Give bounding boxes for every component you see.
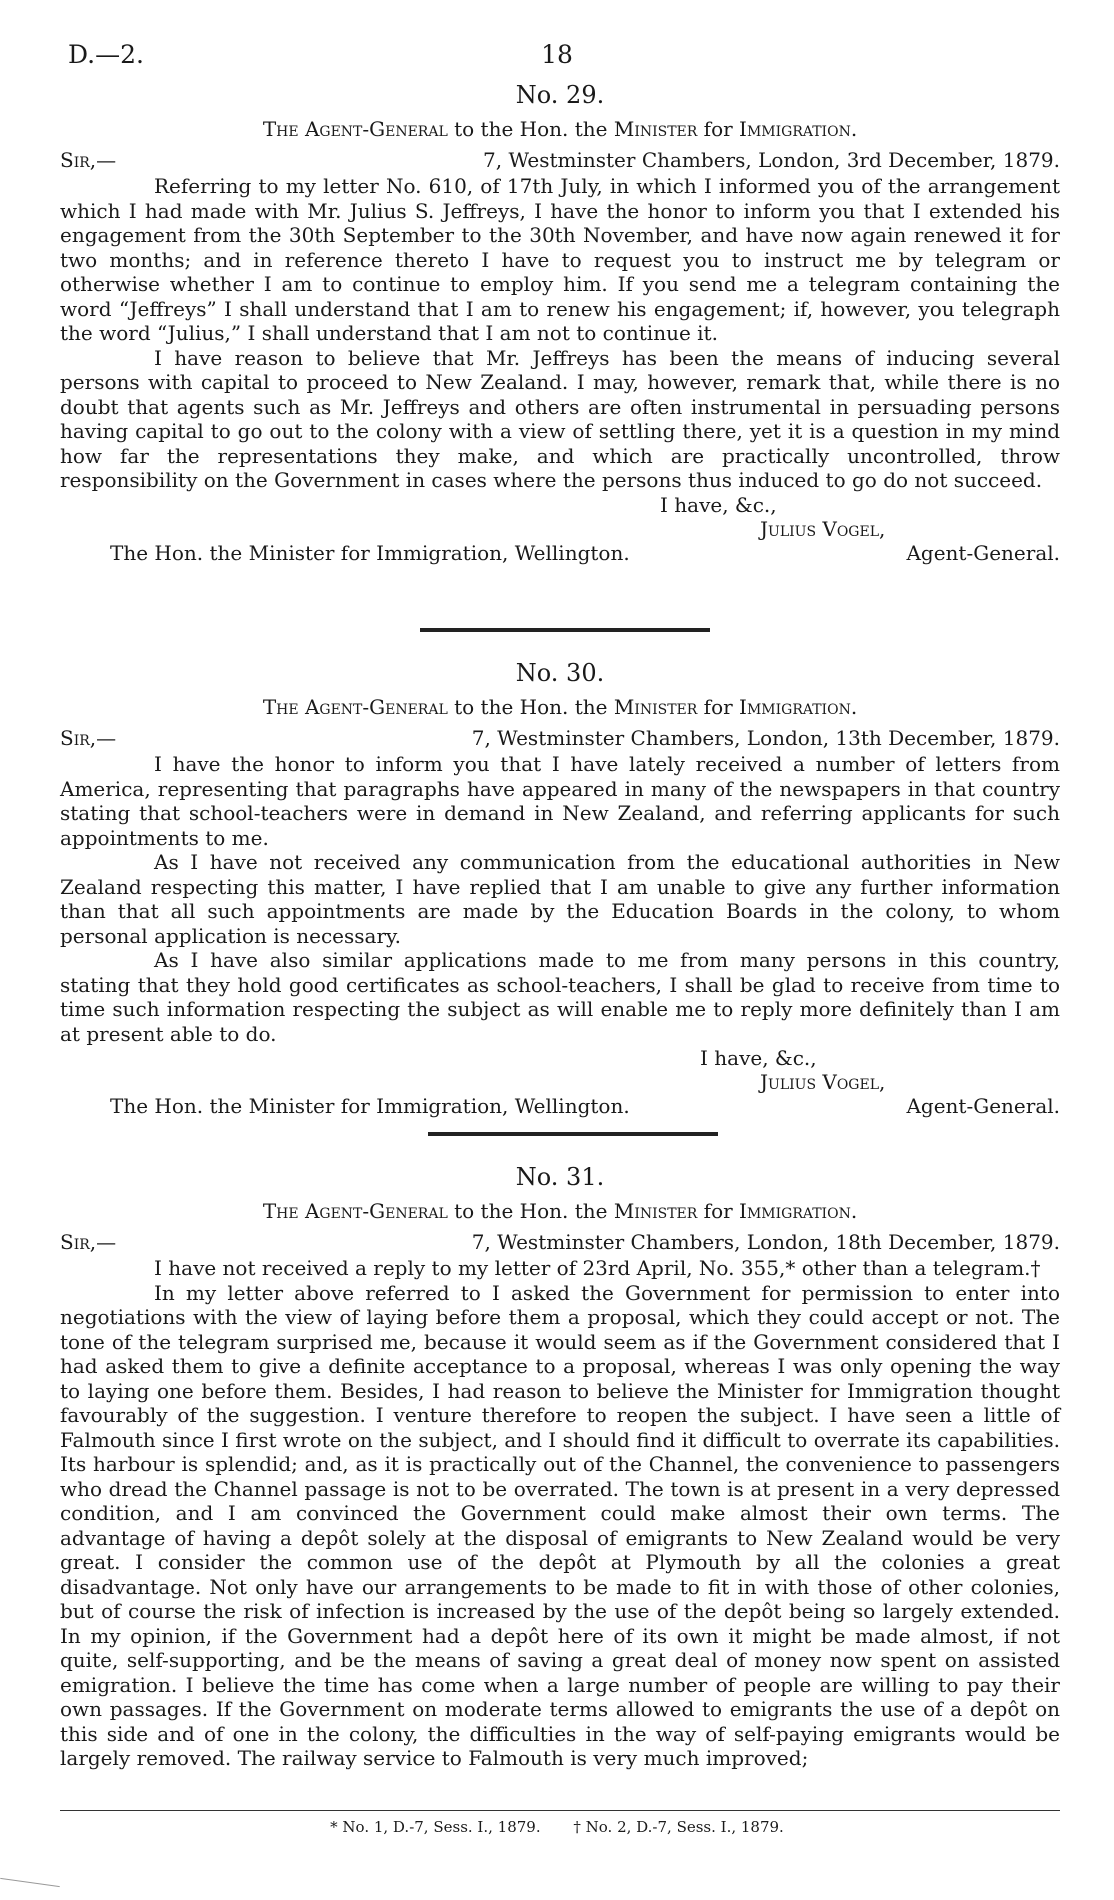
signature: Julius Vogel,: [760, 516, 886, 541]
salutation-line: [60, 724, 1060, 752]
heading-connector: to the Hon. the: [447, 117, 614, 141]
letter-29: [60, 80, 1060, 565]
letter-heading: [60, 694, 1060, 720]
salutation-line: [60, 1228, 1060, 1256]
footnote-rule: [60, 1810, 1060, 1811]
address: 7, Westminster Chambers, London, 3rd December, 1879.: [483, 148, 1060, 172]
heading-connector: to the Hon. the: [447, 1199, 614, 1223]
heading-dept: Immigration.: [739, 695, 858, 719]
salutation: Sir,—: [60, 148, 117, 172]
signature-line: [60, 517, 1060, 541]
closing-line: [60, 1046, 1060, 1070]
address: 7, Westminster Chambers, London, 13th December, 1879.: [471, 726, 1060, 750]
heading-minister: Minister: [613, 117, 698, 141]
letter-number: No. 31.: [515, 1163, 605, 1191]
heading-for: for: [697, 695, 740, 719]
paragraph: I have the honor to inform you that I have lately received a number of letters from America, representing that paragraphs have appeared in many of the newspapers in that country stating that school-teachers were in demand in New Zealand, and referring applicants for such appointments to me.: [60, 752, 1060, 850]
page-corner-mark: [0, 1878, 60, 1887]
heading-connector: to the Hon. the: [447, 695, 614, 719]
signature-line: [60, 1070, 1060, 1094]
sender: The Agent-General: [262, 695, 448, 719]
salutation: Sir,—: [60, 1230, 117, 1254]
closing: I have, &c.,: [700, 1046, 817, 1070]
paragraph: Referring to my letter No. 610, of 17th July, in which I informed you of the arrangement which I had made with Mr. Julius S. Jeffreys, I have the honor to inform you that I extended his engagement from the 30th September to the 30th November, and have now again renewed it for two months; and in reference thereto I have to request you to instruct me by telegram or otherwise whether I am to continue to employ him. If you send me a telegram containing the word “Jeffreys” I shall understand that I am to renew his engagement; if, however, you telegraph the word “Julius,” I shall understand that I am not to continue it.: [60, 174, 1060, 345]
paragraph: In my letter above referred to I asked the Government for permission to enter into negotiations with the view of laying before them a proposal, which they could accept or not. The tone of the telegram surprised me, because it would seem as if the Government considered that I had asked them to give a definite acceptance to a proposal, whereas I was only opening the way to laying one before them. Besides, I had reason to believe the Minister for Immigration thought favourably of the suggestion. I venture therefore to reopen the subject. I have seen a little of Falmouth since I first wrote on the subject, and I should find it difficult to overrate its capabilities. Its harbour is splendid; and, as it is practically out of the Channel, the convenience to passengers who dread the Channel passage is not to be overrated. The town is at present in a very depressed condition, and I am convinced the Government could make almost their own terms. The advantage of having a depôt solely at the disposal of emigrants to New Zealand would be very great. I consider the common use of the depôt at Plymouth by all the colonies a great disadvantage. Not only have our arrangements to be made to fit in with those of other colonies, but of course the risk of infection is increased by the use of the depôt being so largely extended. In my opinion, if the Government had a depôt here of its own it might be made almost, if not quite, self-supporting, and be the means of saving a great deal of money now spent on assisted emigration. I believe the time has come when a large number of people are willing to pay their own passages. If the Government on moderate terms allowed to emigrants the use of a depôt on this side and of one in the colony, the difficulties in the way of self-paying emigrants would be largely removed. The railway service to Falmouth is very much improved;: [60, 1280, 1060, 1770]
signatory-title: Agent-General.: [906, 1094, 1060, 1118]
signatory-title: Agent-General.: [906, 540, 1060, 565]
recipient: The Hon. the Minister for Immigration, Wellington.: [110, 540, 630, 565]
recipient-line: [60, 541, 1060, 565]
footnote: † No. 2, D.-7, Sess. I., 1879.: [573, 1818, 784, 1836]
letter-heading: [60, 1198, 1060, 1224]
letter-number: No. 29.: [515, 81, 605, 109]
letter-number: No. 30.: [515, 659, 605, 687]
heading-for: for: [697, 117, 740, 141]
heading-minister: Minister: [613, 1199, 698, 1223]
signature: Julius Vogel,: [760, 1070, 886, 1094]
letter-30: [60, 658, 1060, 1118]
recipient-line: [60, 1094, 1060, 1118]
paragraph: I have reason to believe that Mr. Jeffreys has been the means of inducing several persons with capital to proceed to New Zealand. I may, however, remark that, while there is no doubt that agents such as Mr. Jeffreys and others are often instrumental in persuading persons having capital to go out to the colony with a view of settling there, yet it is a question in my mind how far the representations they make, and which are practically uncontrolled, throw responsibility on the Government in cases where the persons thus induced to go do not succeed.: [60, 345, 1060, 492]
footnote: * No. 1, D.-7, Sess. I., 1879.: [330, 1818, 541, 1836]
paragraph: I have not received a reply to my letter of 23rd April, No. 355,* other than a telegram.†: [154, 1256, 1041, 1280]
sender: The Agent-General: [262, 1199, 448, 1223]
salutation-line: [60, 146, 1060, 174]
heading-dept: Immigration.: [739, 117, 858, 141]
footnotes: [0, 1818, 1114, 1836]
section-divider: [420, 628, 710, 632]
sender: The Agent-General: [262, 117, 448, 141]
recipient: The Hon. the Minister for Immigration, Wellington.: [110, 1094, 630, 1118]
paragraph: As I have not received any communication from the educational authorities in New Zealand respecting this matter, I have replied that I am unable to give any further information than that all such appointments are made by the Education Boards in the colony, to whom personal application is necessary.: [60, 850, 1060, 948]
letter-31: [60, 1162, 1060, 1771]
paragraph: As I have also similar applications made to me from many persons in this country, stating that they hold good certificates as school-teachers, I shall be glad to receive from time to time such information respecting the subject as will enable me to reply more definitely than I am at present able to do.: [60, 948, 1060, 1046]
address: 7, Westminster Chambers, London, 18th December, 1879.: [471, 1230, 1060, 1254]
closing: I have, &c.,: [660, 492, 777, 517]
heading-for: for: [697, 1199, 740, 1223]
document-code: D.—2.: [68, 40, 144, 69]
salutation: Sir,—: [60, 726, 117, 750]
letter-heading: [60, 116, 1060, 142]
heading-dept: Immigration.: [739, 1199, 858, 1223]
section-divider: [428, 1132, 718, 1136]
page-number: 18: [541, 40, 573, 69]
heading-minister: Minister: [613, 695, 698, 719]
closing-line: [60, 493, 1060, 517]
